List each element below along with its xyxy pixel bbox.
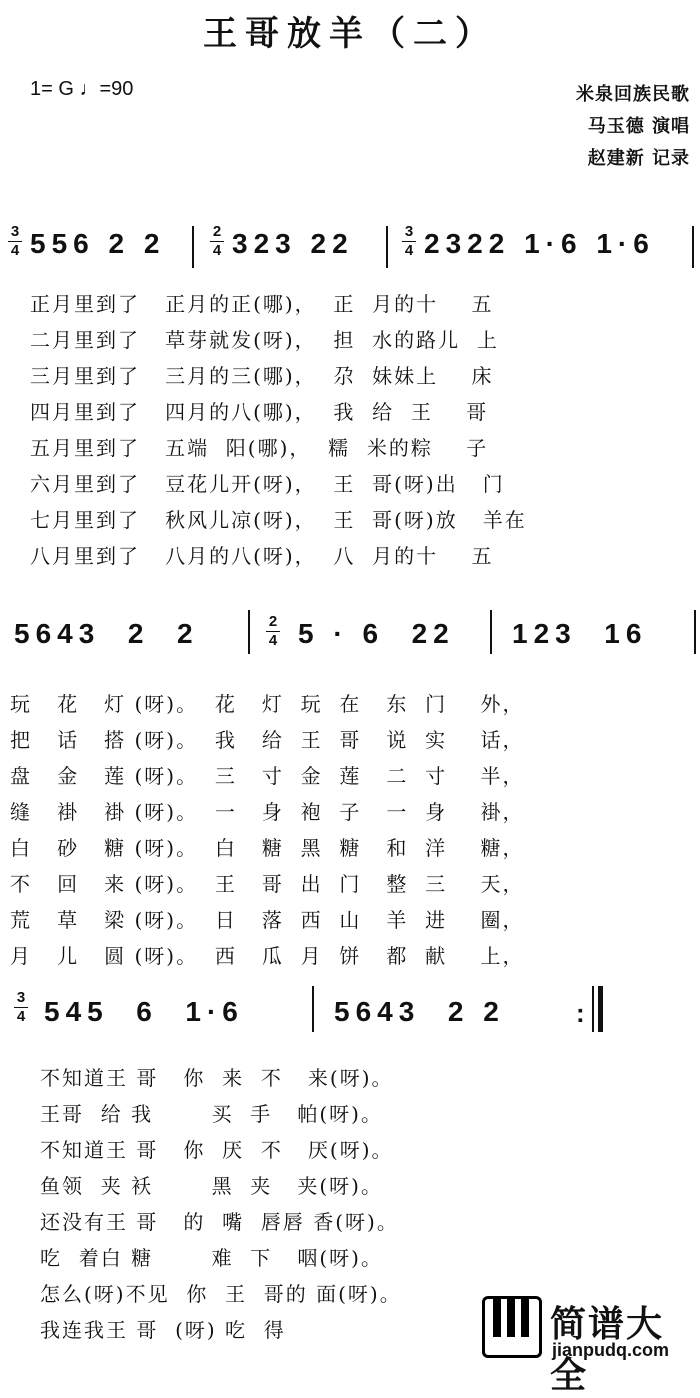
final-barline	[598, 986, 603, 1032]
measure-notes: 123 16	[512, 618, 648, 649]
time-signature-bottom: 4	[268, 632, 278, 649]
barline	[192, 226, 194, 268]
barline	[692, 226, 694, 268]
time-signature-bottom: 4	[16, 1008, 26, 1025]
time-signature	[210, 224, 224, 259]
key-tempo-marking: 1= G ♩=90	[30, 78, 134, 100]
lyric-line: 四月里到了 四月的八(哪)， 我 给 王 哥	[30, 400, 489, 424]
time-signature-bottom: 4	[10, 242, 20, 259]
lyric-line: 吃 着白 糖 难 下 咽(呀)。	[40, 1246, 383, 1270]
lyric-line: 不知道王 哥 你 来 不 来(呀)。	[40, 1066, 394, 1090]
measure-notes: 5643 2 2	[14, 618, 199, 649]
time-signature	[402, 224, 416, 259]
time-signature-top: 2	[268, 613, 278, 630]
lyric-line: 鱼领 夹 袄 黑 夹 夹(呀)。	[40, 1174, 383, 1198]
lyric-line: 怎么(呀)不见 你 王 哥的 面(呀)。	[40, 1282, 402, 1306]
lyric-line: 盘 金 莲 (呀)。 三 寸 金 莲 二 寸 半，	[10, 764, 525, 788]
lyric-line: 月 儿 圆 (呀)。 西 瓜 月 饼 都 献 上，	[10, 944, 525, 968]
watermark-logo	[480, 1292, 696, 1396]
time-signature	[8, 224, 22, 259]
watermark-name: 简谱大全	[550, 1304, 665, 1396]
lyric-line: 七月里到了 秋风儿凉(呀)， 王 哥(呀)放 羊在	[30, 508, 527, 532]
barline	[312, 986, 314, 1032]
lyrics-block-1	[30, 288, 527, 576]
time-signature-bottom: 4	[404, 242, 414, 259]
lyric-line: 荒 草 梁 (呀)。 日 落 西 山 羊 进 圈，	[10, 908, 525, 932]
lyric-line: 还没有王 哥 的 嘴 唇唇 香(呀)。	[40, 1210, 399, 1234]
song-title: 王哥放羊（二）	[203, 14, 497, 54]
credit-transcriber: 赵建新 记录	[587, 148, 690, 169]
lyric-line: 不知道王 哥 你 厌 不 厌(呀)。	[40, 1138, 394, 1162]
measure-notes: 5 · 6 22	[298, 618, 455, 649]
time-signature-top: 3	[10, 223, 20, 240]
lyrics-block-2	[10, 688, 525, 976]
time-signature-top: 3	[16, 989, 26, 1006]
piano-black-key	[507, 1299, 515, 1337]
lyric-line: 白 砂 糖 (呀)。 白 糖 黑 糖 和 洋 糖，	[10, 836, 525, 860]
time-signature	[14, 990, 28, 1025]
barline	[592, 986, 594, 1032]
lyric-line: 玩 花 灯 (呀)。 花 灯 玩 在 东 门 外，	[10, 692, 525, 716]
barline	[248, 610, 250, 654]
barline	[694, 610, 696, 654]
lyric-line: 我连我王 哥 (呀) 吃 得	[40, 1318, 286, 1342]
lyric-line: 三月里到了 三月的三(哪)， 尕 妹妹上 床	[30, 364, 494, 388]
lyric-line: 把 话 搭 (呀)。 我 给 王 哥 说 实 话，	[10, 728, 525, 752]
credit-performer: 马玉德 演唱	[587, 116, 690, 137]
measure-notes: 5643 2 2	[334, 996, 505, 1027]
piano-icon	[482, 1296, 542, 1358]
time-signature	[266, 614, 280, 649]
measure-notes: 323 22	[232, 228, 354, 259]
lyric-line: 六月里到了 豆花儿开(呀)， 王 哥(呀)出 门	[30, 472, 505, 496]
lyric-line: 缝 褂 褂 (呀)。 一 身 袍 子 一 身 褂，	[10, 800, 525, 824]
lyric-line: 正月里到了 正月的正(哪)， 正 月的十 五	[30, 292, 494, 316]
measure-notes: 556 2 2	[30, 228, 166, 259]
lyric-line: 五月里到了 五端 阳(哪)， 糯 米的粽 子	[30, 436, 489, 460]
barline	[386, 226, 388, 268]
measure-notes: 545 6 1·6	[44, 996, 244, 1027]
time-signature-bottom: 4	[212, 242, 222, 259]
measure-notes: 2322 1·6 1·6	[424, 228, 655, 259]
lyrics-block-3	[40, 1062, 402, 1350]
piano-black-key	[521, 1299, 529, 1337]
time-signature-top: 3	[404, 223, 414, 240]
barline	[490, 610, 492, 654]
watermark-url: jianpudq.com	[552, 1340, 669, 1360]
lyric-line: 王哥 给 我 买 手 帕(呀)。	[40, 1102, 383, 1126]
lyric-line: 二月里到了 草芽就发(呀)， 担 水的路儿 上	[30, 328, 499, 352]
time-signature-top: 2	[212, 223, 222, 240]
credit-origin: 米泉回族民歌	[576, 84, 690, 105]
lyric-line: 八月里到了 八月的八(呀)， 八 月的十 五	[30, 544, 494, 568]
lyric-line: 不 回 来 (呀)。 王 哥 出 门 整 三 天，	[10, 872, 525, 896]
piano-black-key	[493, 1299, 501, 1337]
repeat-dots: :	[576, 998, 585, 1028]
